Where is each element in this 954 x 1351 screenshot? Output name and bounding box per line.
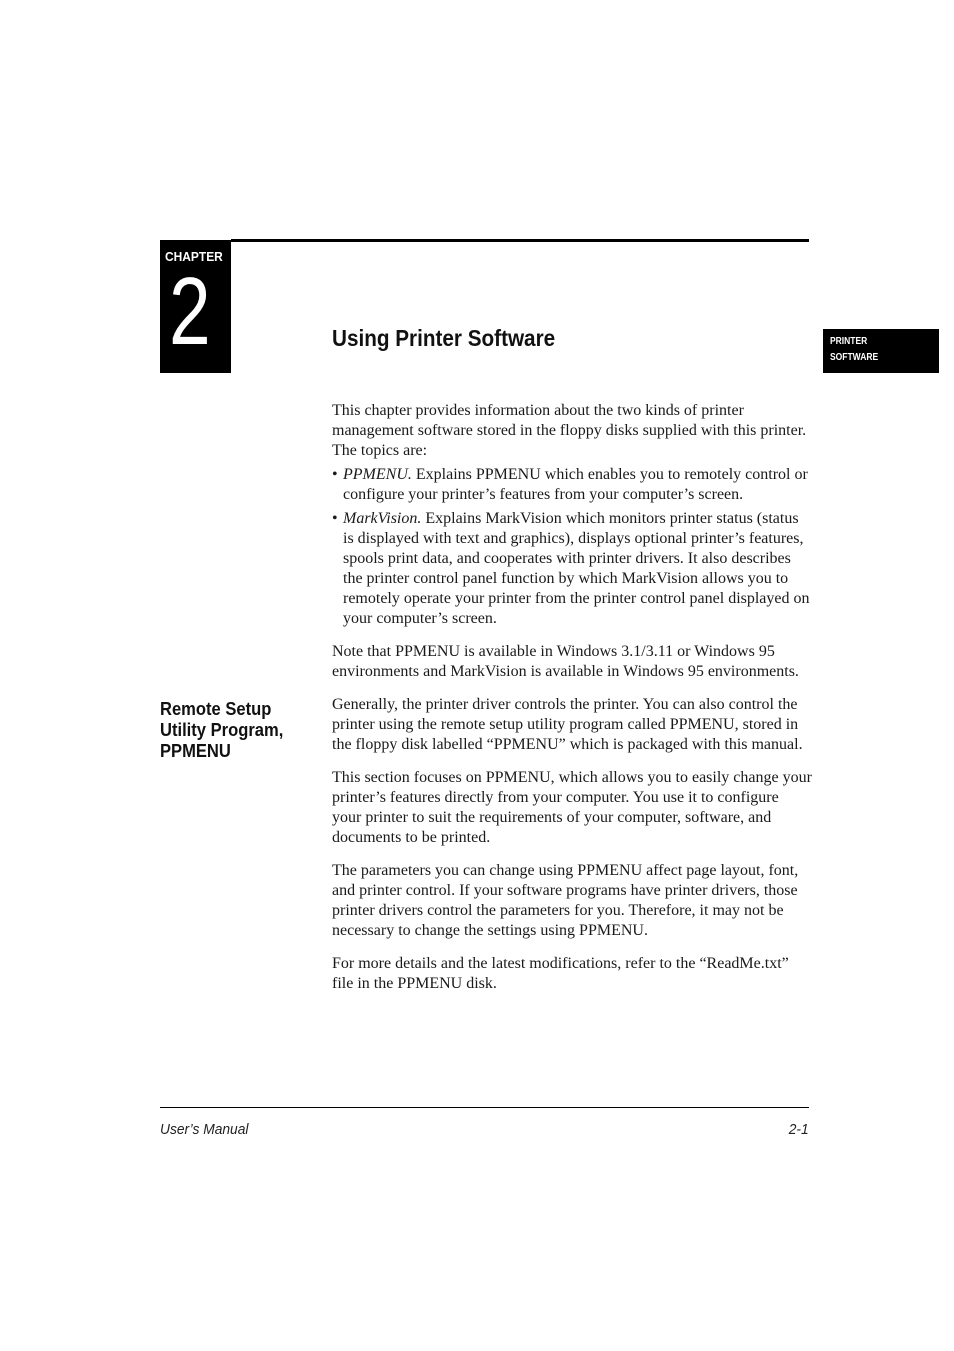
section-thumb-tab — [823, 329, 939, 373]
list-item — [332, 509, 812, 629]
section-heading: Remote Setup Utility Program, PPMENU — [160, 699, 284, 761]
chapter-label: CHAPTER — [165, 249, 223, 264]
bullet-mark: • — [332, 510, 338, 527]
paragraph-availability: Note that PPMENU is available in Windows 3.1/3.11 or Windows 95 environments and MarkVision is available in Windows 95 environments. — [332, 643, 799, 680]
chapter-top-rule — [231, 239, 809, 242]
paragraph-parameters: The parameters you can change using PPMENU affect page layout, font, and printer control. If your software programs have printer drivers, those printer drivers control the parameters for you. Therefore, it may not be necessary to change the settings using PPMENU. — [332, 862, 799, 939]
body-text — [332, 401, 812, 994]
thumb-tab-line-2: SOFTWARE — [830, 352, 879, 363]
intro-paragraph: This chapter provides information about the two kinds of printer management software stored in the floppy disks supplied with this printer. The topics are: — [332, 402, 807, 459]
page-title: Using Printer Software — [332, 325, 556, 351]
topic-description: Explains PPMENU which enables you to remotely control or configure your printer’s features from your computer’s screen. — [343, 466, 808, 503]
paragraph-driver: Generally, the printer driver controls the printer. You can also control the printer using the remote setup utility program called PPMENU, stored in the floppy disk labelled “PPMENU” which is packaged with this manual. — [332, 696, 803, 753]
chapter-number: 2 — [169, 258, 211, 365]
paragraph-readme: For more details and the latest modifications, refer to the “ReadMe.txt” file in the PPMENU disk. — [332, 955, 789, 992]
topic-term: PPMENU. — [343, 466, 412, 483]
list-item — [332, 465, 812, 505]
thumb-tab-line-1: PRINTER — [830, 336, 868, 347]
chapter-badge — [160, 240, 231, 373]
topic-term: MarkVision. — [343, 510, 422, 527]
footer-rule — [160, 1107, 809, 1108]
footer-manual-title: User’s Manual — [160, 1121, 249, 1138]
topic-list — [332, 465, 812, 629]
bullet-mark: • — [332, 466, 338, 483]
footer-page-number: 2-1 — [789, 1121, 809, 1138]
paragraph-focus: This section focuses on PPMENU, which allows you to easily change your printer’s features directly from your computer. You use it to configure your printer to suit the requirements of your computer, software, and documents to be printed. — [332, 769, 812, 846]
topic-description: Explains MarkVision which monitors printer status (status is displayed with text and graphics), displays optional printer’s features, spools print data, and cooperates with printer drivers. It also describes the printer control panel function by which MarkVision allows you to remotely operate your printer from the printer control panel displayed on your computer’s screen. — [343, 510, 810, 627]
